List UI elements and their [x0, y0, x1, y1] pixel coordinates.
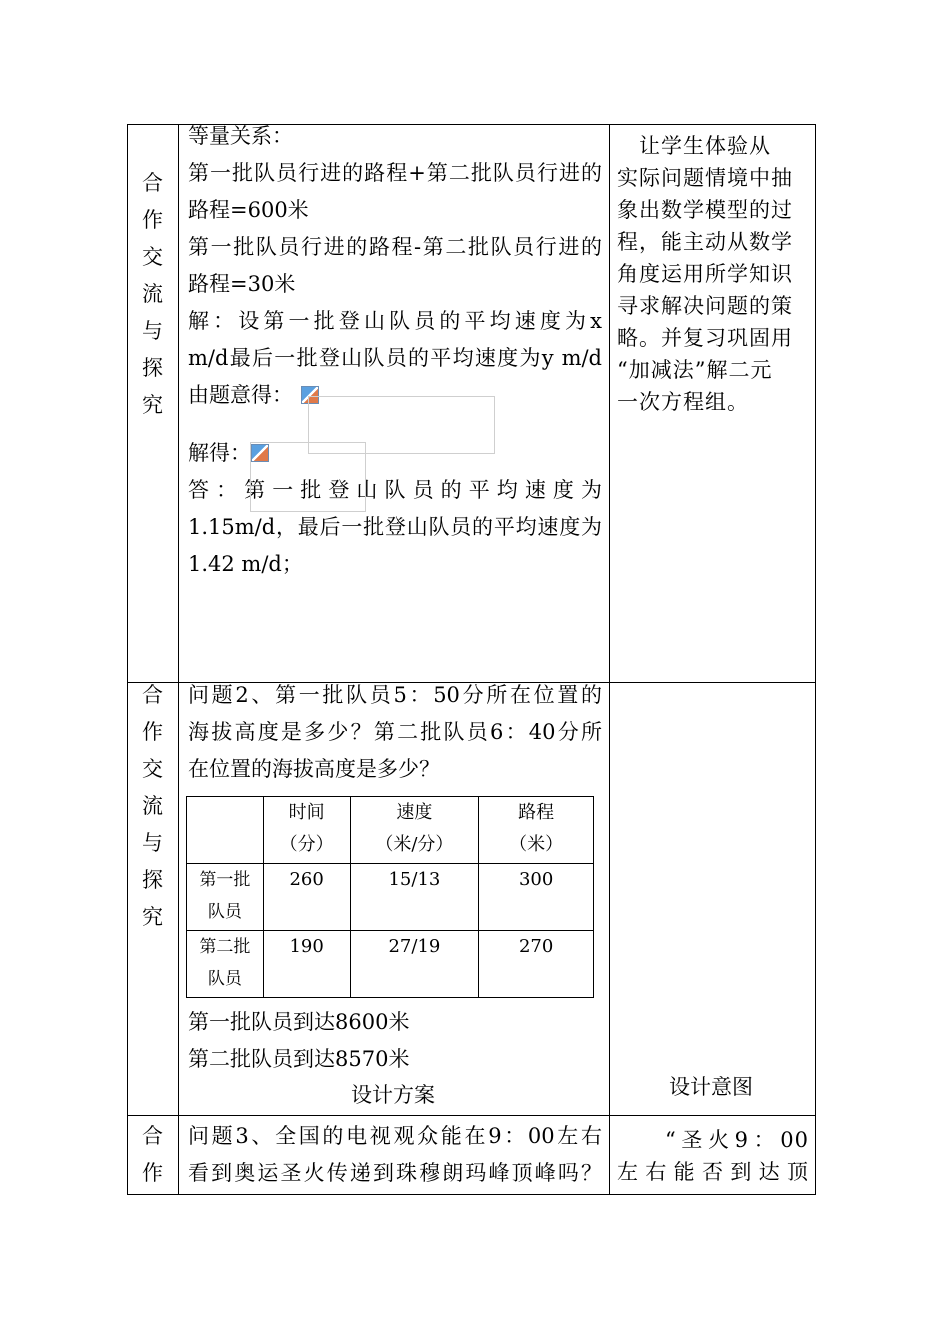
table-header-row	[187, 797, 594, 864]
row-divider-2	[127, 1115, 816, 1116]
table-row-name: 第一批 队员	[187, 864, 264, 931]
table-cell: 15/13	[350, 864, 479, 931]
text-line: 问题3、全国的电视观众能在9：00左右	[188, 1124, 602, 1148]
table-cell: 270	[479, 931, 594, 998]
design-intent-heading: 设计意图	[669, 1075, 753, 1099]
table-header-cell: 路程 （米）	[479, 797, 594, 864]
solution-image-frame	[250, 442, 366, 512]
table-bottom-border	[127, 1194, 816, 1195]
text-line: 路程=600米	[188, 198, 309, 222]
table-row	[187, 931, 594, 998]
text-line: 答：第一批登山队员的平均速度为	[188, 478, 602, 502]
table-cell: 190	[263, 931, 350, 998]
row3-question	[188, 1118, 602, 1192]
column-divider-1	[178, 124, 179, 1195]
row1-stage-label: 合 作 交 流 与 探 究	[142, 171, 163, 417]
row1-design-intent: 让学生体验从 实际问题情境中抽 象出数学模型的过 程，能主动从数学 角度运用所学知识 寻求解决问题的策 略。并复习巩固用 “加减法”解二元 一次方程组。	[617, 134, 793, 414]
text-line: 第二批队员到达8570米	[188, 1047, 410, 1071]
row2-question	[188, 677, 602, 788]
text-line: 第一批队员行进的路程+第二批队员行进的	[188, 161, 602, 185]
text-line: 解得：	[188, 435, 602, 472]
table-row	[187, 864, 594, 931]
text-line: 问题2、第一批队员5：50分所在位置的	[188, 683, 602, 707]
row1-content	[188, 118, 602, 583]
table-header-cell: 速度 （米/分）	[350, 797, 479, 864]
text-line: 解：设第一批登山队员的平均速度为x	[188, 309, 602, 333]
row2-results	[188, 1004, 602, 1078]
design-plan-heading: 设计方案	[351, 1083, 435, 1107]
text-line: 1.15m/d，最后一批登山队员的平均速度为	[188, 515, 602, 539]
text-line: m/d最后一批登山队员的平均速度为y m/d	[188, 346, 602, 370]
text-line: 路程=30米	[188, 272, 296, 296]
table-right-border	[815, 124, 816, 1195]
table-header-cell	[187, 797, 264, 864]
row3-design-intent: “圣火9：00 左右能否到达顶	[617, 1128, 809, 1184]
text-line: 第一批队员到达8600米	[188, 1010, 410, 1034]
row3-stage-label: 合 作	[142, 1124, 163, 1185]
speed-distance-table	[186, 796, 594, 998]
column-divider-2	[609, 124, 610, 1195]
text-line: 由题意得：	[188, 377, 602, 414]
text-line: 在位置的海拔高度是多少？	[188, 757, 440, 781]
table-header-cell: 时间 （分）	[263, 797, 350, 864]
table-cell: 300	[479, 864, 594, 931]
row2-stage-label: 合 作 交 流 与 探 究	[142, 683, 163, 929]
text-line: 第一批队员行进的路程-第二批队员行进的	[188, 235, 602, 259]
table-cell: 260	[263, 864, 350, 931]
table-cell: 27/19	[350, 931, 479, 998]
text-line: 等量关系：	[188, 124, 293, 148]
table-row-name: 第二批 队员	[187, 931, 264, 998]
text-line: 看到奥运圣火传递到珠穆朗玛峰顶峰吗？	[188, 1161, 602, 1185]
text-line: 海拔高度是多少？第二批队员6：40分所	[188, 720, 602, 744]
text-line: 1.42 m/d；	[188, 552, 303, 576]
